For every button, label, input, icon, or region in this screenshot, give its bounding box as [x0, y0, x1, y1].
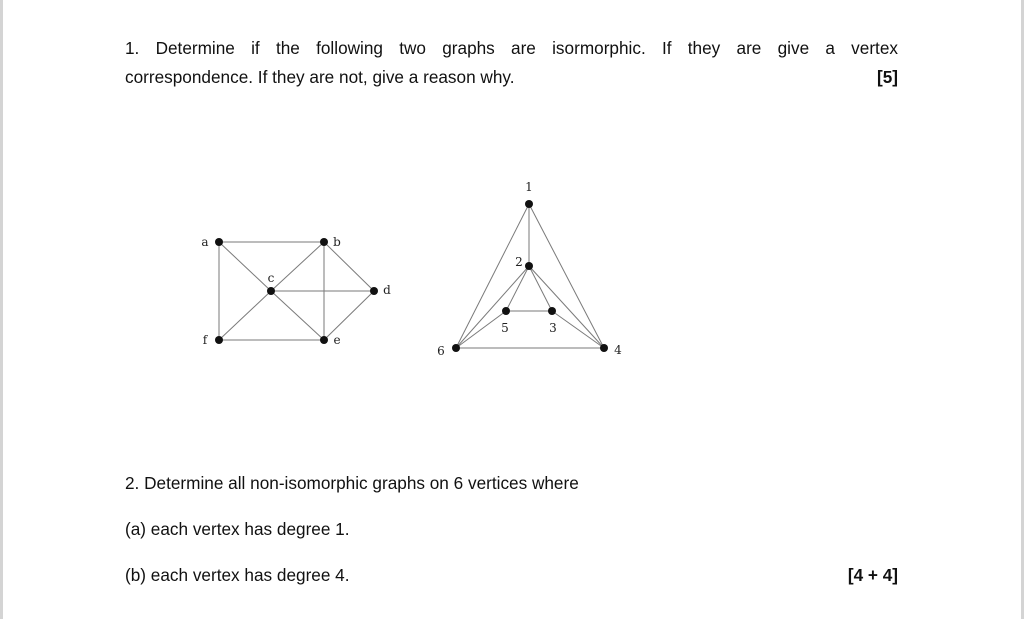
- question-1-marks: [5]: [876, 67, 898, 87]
- graph-1-vertex-label-a: a: [201, 235, 209, 249]
- graph-1-edge-d-e: [324, 291, 374, 340]
- graph-2-edge-1-4: [529, 204, 604, 348]
- graph-2-vertex-5: [502, 307, 510, 315]
- graph-2-vertex-1: [525, 200, 533, 208]
- graph-2-edge-3-4: [552, 311, 604, 348]
- question-2-part-b: (b) each vertex has degree 4.: [125, 565, 350, 585]
- question-2-prompt: 2. Determine all non-isomorphic graphs on 6 vertices where: [125, 473, 579, 493]
- graph-1-edge-c-e: [271, 291, 324, 340]
- graph-1-edge-c-f: [219, 291, 271, 340]
- graph-1-edge-b-d: [324, 242, 374, 291]
- graph-1-edge-b-c: [271, 242, 324, 291]
- graph-1-vertex-d: [370, 287, 378, 295]
- graph-2-edge-1-6: [456, 204, 529, 348]
- graph-2-vertex-label-6: 6: [437, 344, 445, 358]
- graph-2-vertex-2: [525, 262, 533, 270]
- graph-2-edge-2-4: [529, 266, 604, 348]
- graph-1-vertex-e: [320, 336, 328, 344]
- graph-1-edges: [219, 242, 374, 340]
- graph-1-vertex-label-c: c: [267, 271, 275, 285]
- graph-1-vertex-c: [267, 287, 275, 295]
- graph-1-vertex-b: [320, 238, 328, 246]
- graph-1-vertex-f: [215, 336, 223, 344]
- graph-1-vertex-label-f: f: [202, 333, 208, 347]
- graph-1-vertex-label-b: b: [333, 235, 341, 249]
- graph-1-vertex-label-d: d: [383, 283, 391, 297]
- question-1-line-2: correspondence. If they are not, give a reason why.: [125, 67, 515, 87]
- question-1-line-1: 1. Determine if the following two graphs are isormorphic. If they are give a vertex: [125, 38, 898, 58]
- question-2-part-a: (a) each vertex has degree 1.: [125, 519, 350, 539]
- graph-2-edge-2-6: [456, 266, 529, 348]
- graph-2-vertex-label-3: 3: [549, 321, 557, 335]
- graph-2-vertex-3: [548, 307, 556, 315]
- graph-1-vertex-a: [215, 238, 223, 246]
- graph-2-vertex-label-5: 5: [501, 321, 509, 335]
- graph-2-vertex-4: [600, 344, 608, 352]
- graph-1-edge-a-c: [219, 242, 271, 291]
- graph-2-vertex-label-1: 1: [525, 180, 533, 194]
- graph-2-vertex-label-2: 2: [515, 255, 523, 269]
- graph-2-edge-5-6: [456, 311, 506, 348]
- graph-2-vertex-6: [452, 344, 460, 352]
- graph-1-vertex-label-e: e: [333, 333, 341, 347]
- graph-2-edges: [456, 204, 604, 348]
- graph-2-edge-2-3: [529, 266, 552, 311]
- graph-2-vertex-label-4: 4: [614, 343, 622, 357]
- question-2-marks: [4 + 4]: [847, 565, 898, 585]
